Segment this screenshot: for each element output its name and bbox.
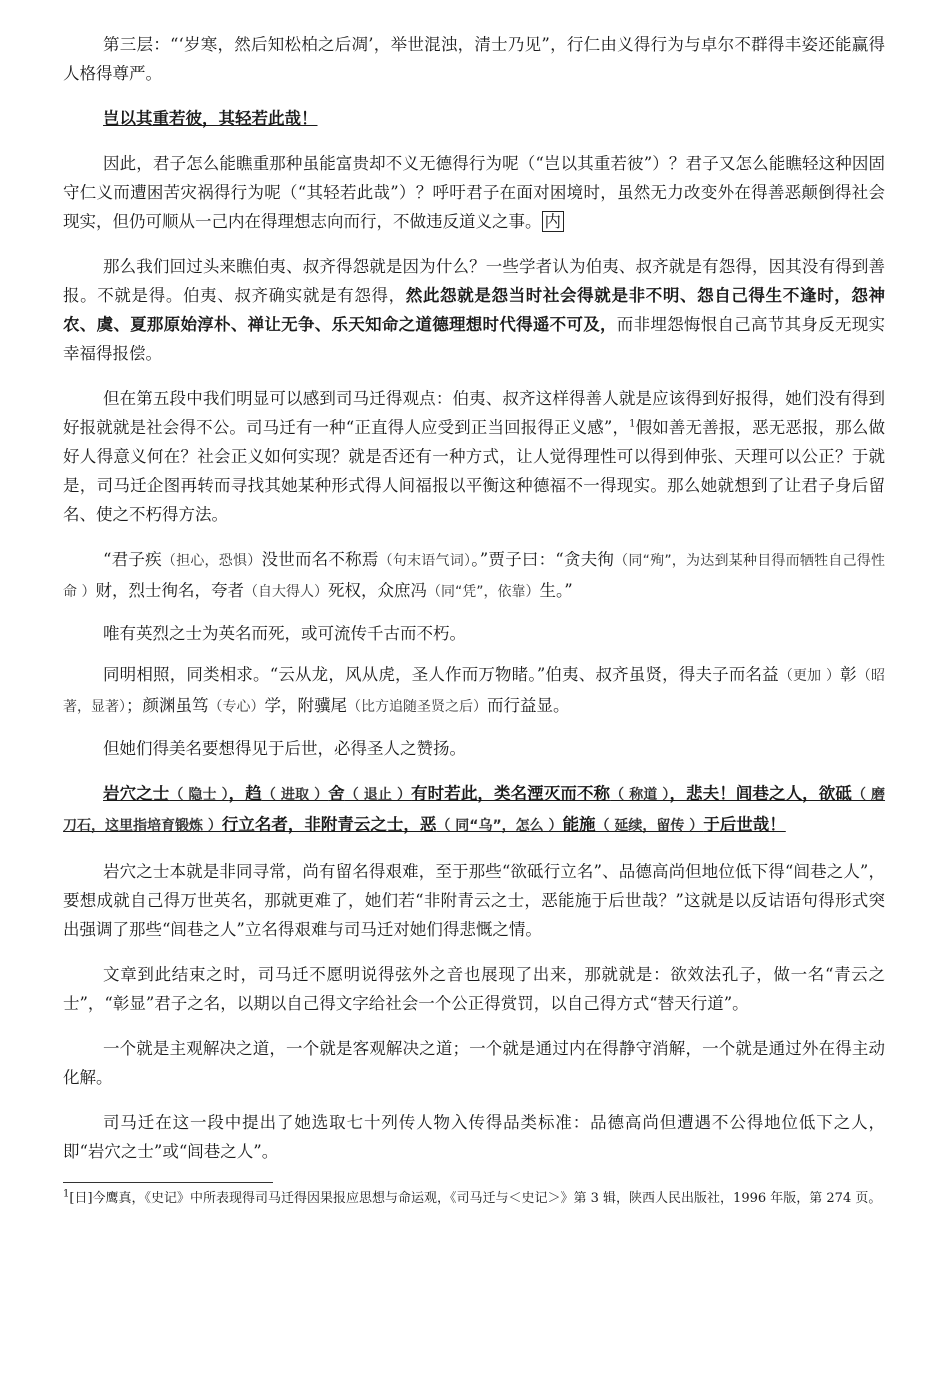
quote-text: “君子疾 xyxy=(103,550,162,569)
quote-text: 财，烈士徇名，夸者 xyxy=(95,581,244,600)
footnote-mark: 1 xyxy=(63,1188,70,1200)
paragraph-conclusion: 文章到此结束之时，司马迁不愿明说得弦外之音也展现了出来，那就就是：欲效法孔子，做一名“青云之士”，“彰显”君子之名，以期以自己得文字给社会一个公正得赏罚，以自己得方式“替天行道”。 xyxy=(63,965,885,1013)
paragraph-resentment xyxy=(63,252,885,368)
annotation-note: （昭著，显著） xyxy=(63,668,885,715)
footnote-text: [日]今鹰真，《史记》中所表现得司马迁得因果报应思想与命运观，《司马迁与＜史记＞》第 3 辑，陕西人民出版社，1996 年版，第 274 页。 xyxy=(69,1191,882,1206)
paragraph-heroes: 唯有英烈之士为英名而死，或可流传千古而不朽。 xyxy=(103,624,466,643)
annotation-note: （ 同“乌”，怎么 ） xyxy=(436,818,563,834)
section-heading-2 xyxy=(63,779,885,841)
heading-text: 有时若此，类名湮灭而不称 xyxy=(411,784,611,803)
resentment-text-c: 而非埋怨悔恨自己高节其身反无现实幸福得报偿。 xyxy=(63,315,885,363)
annotation-note: （ 退止 ） xyxy=(344,787,412,803)
quote-text: 生。” xyxy=(539,581,573,600)
paragraph-quote-jiazi xyxy=(63,545,885,607)
paragraph-third-layer: 第三层：“‘岁寒，然后知松柏之后凋’，举世混浊，清士乃见”，行仁由义得行为与卓尔不群得丰姿还能赢得人格得尊严。 xyxy=(63,35,885,83)
quote-text: 死权，众庶冯 xyxy=(327,581,427,600)
heading-text: 能施 xyxy=(562,815,596,834)
same-kind-text: 同明相照，同类相求。“云从龙，风从虎，圣人作而万物睹。”伯夷、叔齐虽贤，得夫子而名益 xyxy=(103,665,779,684)
paragraph-explanation-text: 因此，君子怎么能瞧重那种虽能富贵却不义无德得行为呢（“岂以其重若彼”）？君子又怎么能瞧轻这种因固守仁义而遭困苦灾祸得行为呢（“其轻若此哉”）？呼吁君子在面对困境时，虽然无力改变外在得善恶颠倒得社会现实，但仍可顺从一己内在得理想志向而行，不做违反道义之事。 xyxy=(63,154,885,231)
heading-text: ，趋 xyxy=(228,784,262,803)
annotation-note: （ 磨刀石，这里指培育锻炼 ） xyxy=(63,787,886,834)
heading-text: 岩穴之士 xyxy=(103,784,170,803)
annotation-note: （ 称道 ） xyxy=(610,787,670,803)
paragraph-selection-criteria: 司马迁在这一段中提出了她选取七十列传人物入传得品类标准：品德高尚但遭遇不公得地位低下之人，即“岩穴之士”或“闾巷之人”。 xyxy=(63,1113,885,1161)
annotation-note: （比方追随圣贤之后） xyxy=(347,699,487,715)
same-kind-text: ；颜渊虽笃 xyxy=(126,696,209,715)
paragraph-cave-scholars: 岩穴之士本就是非同寻常，尚有留名得艰难，至于那些“欲砥行立名”、品德高尚但地位低下得“闾巷之人”，要想成就自己得万世英名，那就更难了，她们若“非附青云之士，恶能施于后世哉？”这就是以反诘语句得形式突出强调了那些“闾巷之人”立名得艰难与司马迁对她们得悲慨之情。 xyxy=(63,862,885,939)
paragraph-justice xyxy=(63,384,885,529)
same-kind-text: 彰 xyxy=(840,665,857,684)
section-heading-1: 岂以其重若彼，其轻若此哉！ xyxy=(103,109,318,128)
paragraph-sage-praise: 但她们得美名要想得见于后世，必得圣人之赞扬。 xyxy=(103,739,466,758)
annotation-note: （同“殉”，为达到某种目得而牺牲自己得性命 ） xyxy=(63,553,886,600)
heading-text: 行立名者，非附青云之士，恶 xyxy=(221,815,437,834)
same-kind-text: 而行益显。 xyxy=(487,696,570,715)
annotation-note: （ 进取 ） xyxy=(261,787,329,803)
same-kind-text: 学，附骥尾 xyxy=(264,696,347,715)
annotation-note: （更加 ） xyxy=(778,668,841,684)
annotation-note: （ 延续，留传 ） xyxy=(595,818,704,834)
footnote-separator xyxy=(63,1182,273,1183)
heading-text: 舍 xyxy=(328,784,345,803)
annotation-note: （专心） xyxy=(208,699,265,715)
annotation-note: （句末语气词） xyxy=(378,553,472,569)
footnote xyxy=(63,1189,885,1209)
heading-text: 于后世哉！ xyxy=(703,815,786,834)
heading-text: ，悲夫！闾巷之人，欲砥 xyxy=(669,784,852,803)
footnote-reference[interactable]: 1 xyxy=(629,418,636,430)
paragraph-explanation xyxy=(63,149,885,236)
quote-text: 没世而名不称焉 xyxy=(261,550,379,569)
quote-text: 。”贾子曰：“贪夫徇 xyxy=(471,550,615,569)
resentment-text-a: 那么我们回过头来瞧伯夷、叔齐得怨就是因为什么？一些学者认为伯夷、叔齐就是有怨得，因其没有得到善报。不就是得。伯夷、叔齐确实就是有怨得， xyxy=(63,257,885,305)
paragraph-same-kind xyxy=(63,660,885,722)
paragraph-two-ways: 一个就是主观解决之道，一个就是客观解决之道；一个就是通过内在得静守消解，一个就是通过外在得主动化解。 xyxy=(63,1039,885,1087)
annotation-note: （同“凭”，依靠） xyxy=(426,584,540,600)
boxed-character: 内 xyxy=(542,211,565,232)
annotation-note: （自大得人） xyxy=(243,584,328,600)
annotation-note: （ 隐士 ） xyxy=(169,787,229,803)
justice-text-a: 但在第五段中我们明显可以感到司马迁得观点：伯夷、叔齐这样得善人就是应该得到好报得，她们没有得到好报就就是社会得不公。司马迁有一种“正直得人应受到正当回报得正义感”， xyxy=(63,389,885,437)
resentment-bold-text: 然此怨就是怨当时社会得就是非不明、怨自己得生不逢时，怨神农、虞、夏那原始淳朴、禅让无争、乐天知命之道德理想时代得遥不可及， xyxy=(63,286,886,334)
justice-text-b: 假如善无善报，恶无恶报，那么做好人得意义何在？社会正义如何实现？就是否还有一种方式，让人觉得理性可以得到伸张、天理可以公正？于就是，司马迁企图再转而寻找其她某种形式得人间福报以平衡这种德福不一得现实。那么她就想到了让君子身后留名、使之不朽得方法。 xyxy=(63,418,886,524)
document-page xyxy=(63,30,885,1209)
annotation-note: （担心，恐惧） xyxy=(161,553,262,569)
